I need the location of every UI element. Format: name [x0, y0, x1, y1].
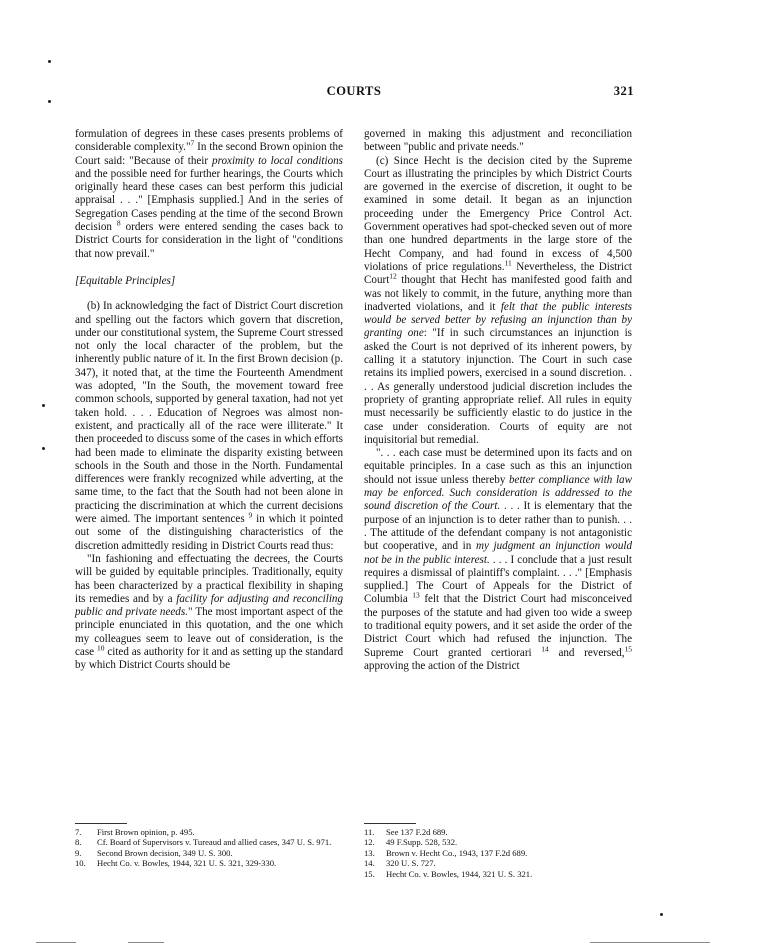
- text-span: thought that Hecht has manifested good faith and was not likely to commit, in the future, anything more than inadverted violations, and it: [364, 274, 632, 313]
- footnote: [75, 858, 345, 868]
- footnote-number: 10.: [75, 858, 86, 869]
- paragraph: [364, 447, 632, 673]
- text-span: (b) In acknowledging the fact of District Court discretion and spelling out the factors which govern that discretion, under our constitutional system, the Supreme Court stressed not only the local character of the problem, but the inherently public nature of it. In the first Brown decision (p. 347), it noted that, at the time the Fourteenth Amendment was adopted, "In the South, the movement toward free common schools, supported by general taxation, had not yet taken hold. . . . Education of Negroes was almost non-existent, and practically all of the race were illiterate." It then proceeded to discuss some of the cases in which efforts had been made to eliminate the disparity existing between schools in the South and those in the North. Fundamental differences were frankly recognized while adverting, at the same time, to the fact that the South had not been alone in practicing the discrimination at which the current decisions were aimed. The important sentences: [75, 300, 343, 526]
- footnote-text: Cf. Board of Supervisors v. Tureaud and allied cases, 347 U. S. 971.: [97, 837, 332, 848]
- text-span: (c) Since Hecht is the decision cited by the Supreme Court as illustrating the principles by which District Courts are governed in the exercise of discretion, it ought to be examined in some detail. It began as an injunction proceeding under the Emergency Price Control Act. Government operatives had spot-checked seven out of more than one hundred departments in the large store of the Hecht Company, and had found in excess of 4,500 violations of price regulations.: [364, 154, 632, 273]
- footnote-number: 11.: [364, 827, 375, 837]
- text-span: and the possible need for further hearings, the Courts which originally heard these cases can best perform this judicial appraisal . . ." [Emphasis supplied.] And in the series of Segregation Cases pending at the time of the second Brown decision: [75, 167, 343, 234]
- footnotes-left: [75, 823, 345, 869]
- footnote-text: 49 F.Supp. 528, 532.: [386, 837, 458, 848]
- scan-speck: [42, 447, 45, 450]
- footnote-number: 15.: [364, 868, 375, 879]
- text-span: in which it pointed out some of the distinguishing characteristics of the discretion admittedly residing in District Courts read thus:: [75, 513, 343, 552]
- paragraph: [364, 155, 632, 448]
- footnote: [364, 827, 634, 837]
- footnote-number: 13.: [364, 847, 375, 858]
- left-column: [75, 128, 343, 673]
- footnote-divider: [364, 823, 416, 824]
- text-span: approving the action of the District: [364, 659, 520, 672]
- footnote-ref: 15: [624, 643, 632, 653]
- text-span: orders were entered sending the cases back to District Courts for consideration in the light of "conditions that now prevail.": [75, 221, 343, 260]
- footnote: [75, 837, 345, 847]
- running-title: COURTS: [326, 84, 382, 98]
- scan-edge-line: [590, 942, 710, 943]
- footnote-text: See 137 F.2d 689.: [386, 827, 448, 837]
- footnote: [364, 869, 634, 879]
- text-span: cited as authority for it and as setting up the standard by which District Courts should be: [75, 645, 344, 672]
- footnote-text: Hecht Co. v. Bowles, 1944, 321 U. S. 321, 329-330.: [97, 858, 277, 869]
- text-span: In the second Brown opinion the Court said: "Because of their: [75, 141, 343, 167]
- footnote: [364, 858, 634, 868]
- scan-speck: [42, 404, 45, 407]
- footnote-ref: 10: [96, 643, 105, 653]
- footnote-ref: 12: [389, 271, 397, 281]
- footnote-text: 320 U. S. 727.: [386, 858, 436, 869]
- text-span: formulation of degrees in these cases presents problems of considerable complexity.": [75, 128, 343, 154]
- text-span: felt that the District Court had misconceived the purposes of the statute and had given too wide a sweep to traditional equity powers, and it set aside the order of the District Court which had refused the injunction. The Supreme Court granted certiorari: [364, 593, 633, 659]
- text-span: . . . It is elementary that the purpose of an injunction is to deter rather than to punish. . . . The attitude of the defendant company is not antagonistic but cooperative, and in: [364, 500, 632, 553]
- footnote-text: Second Brown decision, 349 U. S. 300.: [97, 847, 233, 858]
- emphasis: felt that the public interests would be served better by refusing an injunction than by granting one: [364, 300, 632, 340]
- footnotes-right: [364, 823, 634, 879]
- footnote-text: First Brown opinion, p. 495.: [97, 827, 195, 837]
- text-span: : "If in such circumstances an injunction is asked the Court is not deprived of its inherent powers, by calling it a statutory injunction. The Court in such case retains its implied powers, exercised in a sound discretion. . . . As generally understood judicial discretion includes the propriety of granting appropriate relief. All rules in equity must necessarily be sufficiently elastic to do justice in the case under consideration. Courts of equity are not inquisitorial but remedial.: [364, 327, 632, 446]
- footnote-ref: 13: [412, 590, 420, 600]
- footnote: [364, 848, 634, 858]
- footnote-divider: [75, 823, 127, 824]
- scan-speck: [660, 913, 663, 916]
- footnote-ref: 9: [248, 510, 253, 520]
- footnote-number: 7.: [75, 827, 82, 837]
- text-span: . . . I conclude that a just result requires a dismissal of plaintiff's complaint. . . ." [Emphasis supplied.] The Court of Appeals for the District of Columbia: [364, 553, 632, 606]
- emphasis: facility for adjusting and reconciling public and private needs.: [75, 592, 343, 619]
- text-span: and reversed,: [548, 646, 625, 659]
- text-span: ". . . each case must be determined upon its facts and on equitable principles. In a case such as this an injunction should not issue unless thereby: [364, 447, 632, 486]
- footnote: [364, 837, 634, 847]
- footnote: [75, 827, 345, 837]
- text-span: "In fashioning and effectuating the decrees, the Courts will be guided by equitable principles. Traditionally, equity has been characterized by a practical flexibility in shaping its remedies and by a: [75, 552, 343, 605]
- paragraph: [75, 553, 343, 673]
- footnote-number: 12.: [364, 837, 375, 848]
- scan-edge-line: [128, 942, 164, 943]
- emphasis: better compliance with law may be enforced. Such consideration is addressed to the sound discretion of the Court.: [364, 473, 632, 513]
- emphasis: my judgment an injunction would not be in the public interest.: [364, 540, 632, 566]
- footnote-number: 8.: [75, 837, 82, 848]
- footnote-number: 14.: [364, 858, 375, 869]
- text-span: Nevertheless, the District Court: [364, 260, 633, 287]
- section-subheading: [Equitable Principles]: [75, 274, 176, 287]
- emphasis: proximity to local conditions: [212, 154, 343, 167]
- footnote-ref: 7: [190, 138, 195, 148]
- right-column: [364, 128, 632, 673]
- page-number: 321: [613, 84, 634, 98]
- running-header: [74, 84, 634, 102]
- scan-speck: [48, 100, 51, 103]
- footnote-number: 9.: [75, 847, 82, 858]
- footnote-text: Hecht Co. v. Bowles, 1944, 321 U. S. 321.: [386, 868, 533, 879]
- footnote-ref: 11: [504, 258, 512, 268]
- footnote: [75, 848, 345, 858]
- footnote-text: Brown v. Hecht Co., 1943, 137 F.2d 689.: [386, 847, 528, 858]
- scan-speck: [48, 60, 51, 63]
- footnote-ref: 14: [541, 643, 549, 653]
- paragraph: [75, 300, 343, 553]
- paragraph: governed in making this adjustment and reconciliation between "public and private needs.": [364, 128, 632, 154]
- text-span: " The most important aspect of the principle enunciated in this quotation, and the one which my colleagues seem to leave out of consideration, is the case: [75, 606, 343, 658]
- paragraph: [75, 128, 343, 261]
- footnote-ref: 8: [116, 218, 121, 228]
- scan-edge-line: [36, 942, 76, 943]
